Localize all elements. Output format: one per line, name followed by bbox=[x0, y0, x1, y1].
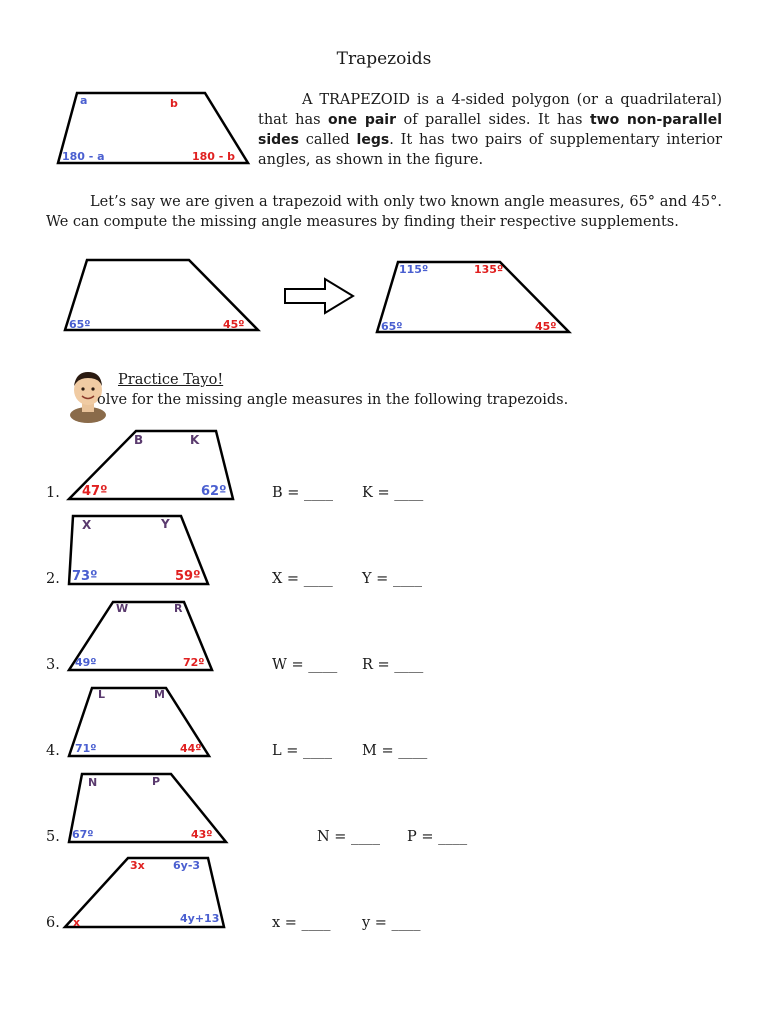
problem-3-trapezoid bbox=[66, 599, 218, 673]
angle-label-43: 43º bbox=[191, 828, 213, 841]
problem-number: 5. bbox=[46, 829, 60, 845]
angle-label-L: L bbox=[98, 688, 106, 701]
problem-2-trapezoid bbox=[66, 513, 214, 587]
answer-L: L = ____ bbox=[272, 743, 332, 759]
problem-5-trapezoid bbox=[66, 771, 232, 845]
page-title: Trapezoids bbox=[336, 49, 432, 69]
answer-K: K = ____ bbox=[362, 485, 424, 501]
intro-trapezoid-figure bbox=[55, 90, 255, 165]
problem-number: 2. bbox=[46, 571, 60, 587]
angle-label-6y-3: 6y-3 bbox=[173, 859, 201, 872]
angle-label-W: W bbox=[116, 602, 129, 615]
answer-M: M = ____ bbox=[362, 743, 428, 759]
angle-label-x: x bbox=[73, 916, 81, 929]
intro-paragraph: A TRAPEZOID is a 4-sided polygon (or a quadrilateral) that has one pair of parallel sides. It has two non-parallel sides called legs. It has two pairs of supplementary interior angles, as shown in the figure. bbox=[258, 92, 723, 168]
problem-number: 3. bbox=[46, 657, 60, 673]
angle-label-a: a bbox=[80, 94, 88, 107]
angle-label-180-b: 180 - b bbox=[192, 150, 236, 163]
angle-label-62: 62º bbox=[201, 484, 227, 499]
angle-label-73: 73º bbox=[72, 569, 98, 584]
answer-Y: Y = ____ bbox=[362, 571, 422, 587]
angle-label-115: 115º bbox=[399, 263, 429, 276]
answer-W: W = ____ bbox=[272, 657, 338, 673]
angle-label-47: 47º bbox=[82, 484, 108, 499]
example-given-trapezoid bbox=[62, 258, 262, 333]
answer-x: x = ____ bbox=[272, 915, 331, 931]
practice-heading: Practice Tayo! bbox=[118, 372, 224, 388]
angle-label-65: 65º bbox=[381, 320, 403, 333]
answer-N: N = ____ bbox=[317, 829, 381, 845]
problem-1-trapezoid bbox=[66, 428, 238, 502]
angle-label-71: 71º bbox=[75, 742, 97, 755]
answer-B: B = ____ bbox=[272, 485, 334, 501]
angle-label-49: 49º bbox=[75, 656, 97, 669]
angle-label-65: 65º bbox=[69, 318, 91, 331]
answer-X: X = ____ bbox=[272, 571, 333, 587]
angle-label-B: B bbox=[134, 433, 144, 447]
angle-label-K: K bbox=[190, 433, 200, 447]
angle-label-X: X bbox=[82, 518, 92, 532]
problem-4-trapezoid bbox=[66, 685, 216, 759]
problem-number: 4. bbox=[46, 743, 60, 759]
angle-label-180-a: 180 - a bbox=[62, 150, 105, 163]
example-solved-trapezoid bbox=[374, 260, 574, 335]
angle-label-N: N bbox=[88, 776, 98, 789]
answer-P: P = ____ bbox=[407, 829, 468, 845]
angle-label-3x: 3x bbox=[130, 859, 145, 872]
angle-label-67: 67º bbox=[72, 828, 94, 841]
right-arrow-icon bbox=[283, 277, 355, 317]
angle-label-M: M bbox=[154, 688, 165, 701]
angle-label-P: P bbox=[152, 775, 161, 788]
angle-label-b: b bbox=[170, 97, 178, 110]
problem-number: 1. bbox=[46, 485, 60, 501]
angle-label-135: 135º bbox=[474, 263, 504, 276]
angle-label-45: 45º bbox=[535, 320, 557, 333]
practice-instruction: olve for the missing angle measures in the following trapezoids. bbox=[97, 392, 569, 408]
problem-6-trapezoid bbox=[62, 855, 230, 931]
angle-label-59: 59º bbox=[175, 569, 201, 584]
angle-label-44: 44º bbox=[180, 742, 202, 755]
problem-number: 6. bbox=[46, 915, 60, 931]
angle-label-72: 72º bbox=[183, 656, 205, 669]
answer-R: R = ____ bbox=[362, 657, 424, 673]
angle-label-R: R bbox=[174, 602, 183, 615]
example-paragraph: Let’s say we are given a trapezoid with only two known angle measures, 65° and 45°. We can compute the missing angle measures by finding their respective supplements. bbox=[46, 194, 722, 230]
angle-label-Y: Y bbox=[161, 517, 170, 531]
angle-label-4y+13: 4y+13 bbox=[180, 912, 220, 925]
angle-label-45: 45º bbox=[223, 318, 245, 331]
answer-y: y = ____ bbox=[362, 915, 421, 931]
